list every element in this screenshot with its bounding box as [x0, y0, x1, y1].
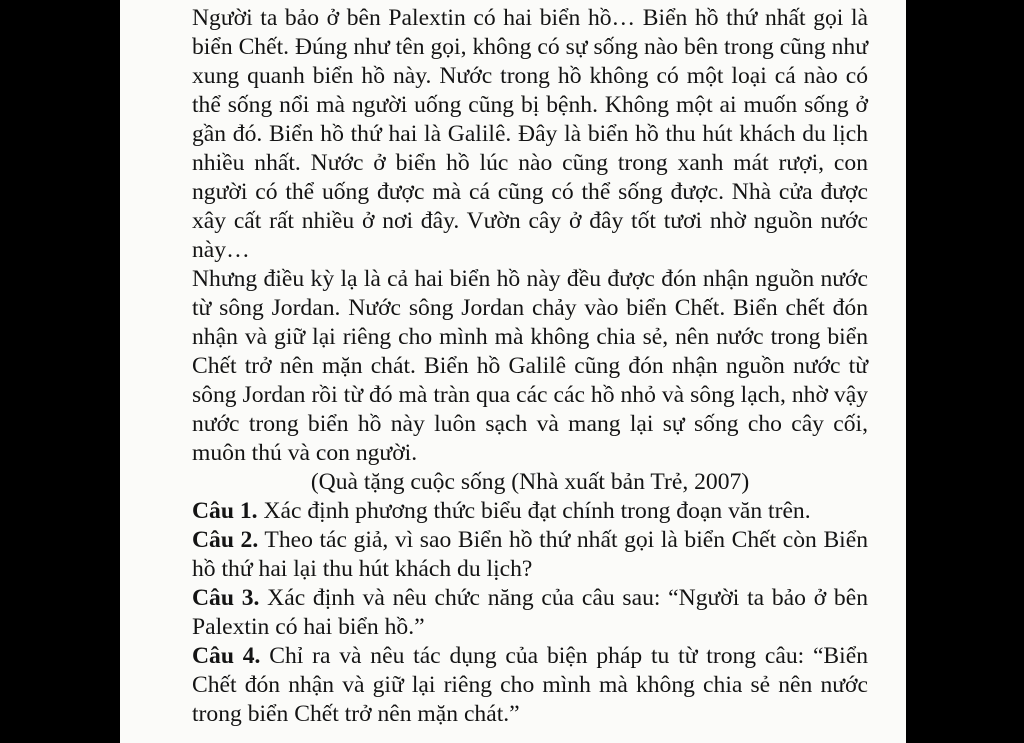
question-3: [192, 584, 868, 642]
question-3-label: Câu 3.: [192, 585, 260, 611]
question-4-label: Câu 4.: [192, 643, 261, 669]
question-2-text: Theo tác giả, vì sao Biển hồ thứ nhất gọi là biển Chết còn Biển hồ thứ hai lại thu hút khách du lịch?: [192, 527, 868, 582]
passage-paragraph-2: Nhưng điều kỳ lạ là cả hai biển hồ này đều được đón nhận nguồn nước từ sông Jordan. Nước sông Jordan chảy vào biển Chết. Biển chết đón nhận và giữ lại riêng cho mình mà không chia sẻ, nên nước trong biển Chết trở nên mặn chát. Biển hồ Galilê cũng đón nhận nguồn nước từ sông Jordan rồi từ đó mà tràn qua các các hồ nhỏ và sông lạch, nhờ vậy nước trong biển hồ này luôn sạch và mang lại sự sống cho cây cối, muôn thú và con người.: [192, 266, 868, 466]
question-2: [192, 526, 868, 584]
document-text: [192, 4, 868, 729]
question-4: [192, 642, 868, 729]
question-3-text: Xác định và nêu chức năng của câu sau: “Người ta bảo ở bên Palextin có hai biển hồ.”: [192, 585, 868, 640]
question-2-label: Câu 2.: [192, 527, 259, 553]
question-1-text: Xác định phương thức biểu đạt chính trong đoạn văn trên.: [257, 498, 811, 524]
document-page: [120, 0, 906, 743]
passage-paragraph-1: Người ta bảo ở bên Palextin có hai biển hồ… Biển hồ thứ nhất gọi là biển Chết. Đúng như tên gọi, không có sự sống nào bên trong cũng như xung quanh biển hồ này. Nước trong hồ không có một loại cá nào có thể sống nổi mà người uống cũng bị bệnh. Không một ai muốn sống ở gần đó. Biển hồ thứ hai là Galilê. Đây là biển hồ thu hút khách du lịch nhiều nhất. Nước ở biển hồ lúc nào cũng trong xanh mát rượi, con người có thể uống được mà cá cũng có thể sống được. Nhà cửa được xây cất rất nhiều ở nơi đây. Vườn cây ở đây tốt tươi nhờ nguồn nước này…: [192, 5, 868, 263]
passage-source: (Quà tặng cuộc sống (Nhà xuất bản Trẻ, 2007): [310, 469, 750, 495]
question-1: [192, 497, 868, 526]
question-4-text: Chỉ ra và nêu tác dụng của biện pháp tu từ trong câu: “Biển Chết đón nhận và giữ lại riêng cho mình mà không chia sẻ nên nước trong biển Chết trở nên mặn chát.”: [192, 643, 868, 727]
question-1-label: Câu 1.: [192, 498, 258, 524]
